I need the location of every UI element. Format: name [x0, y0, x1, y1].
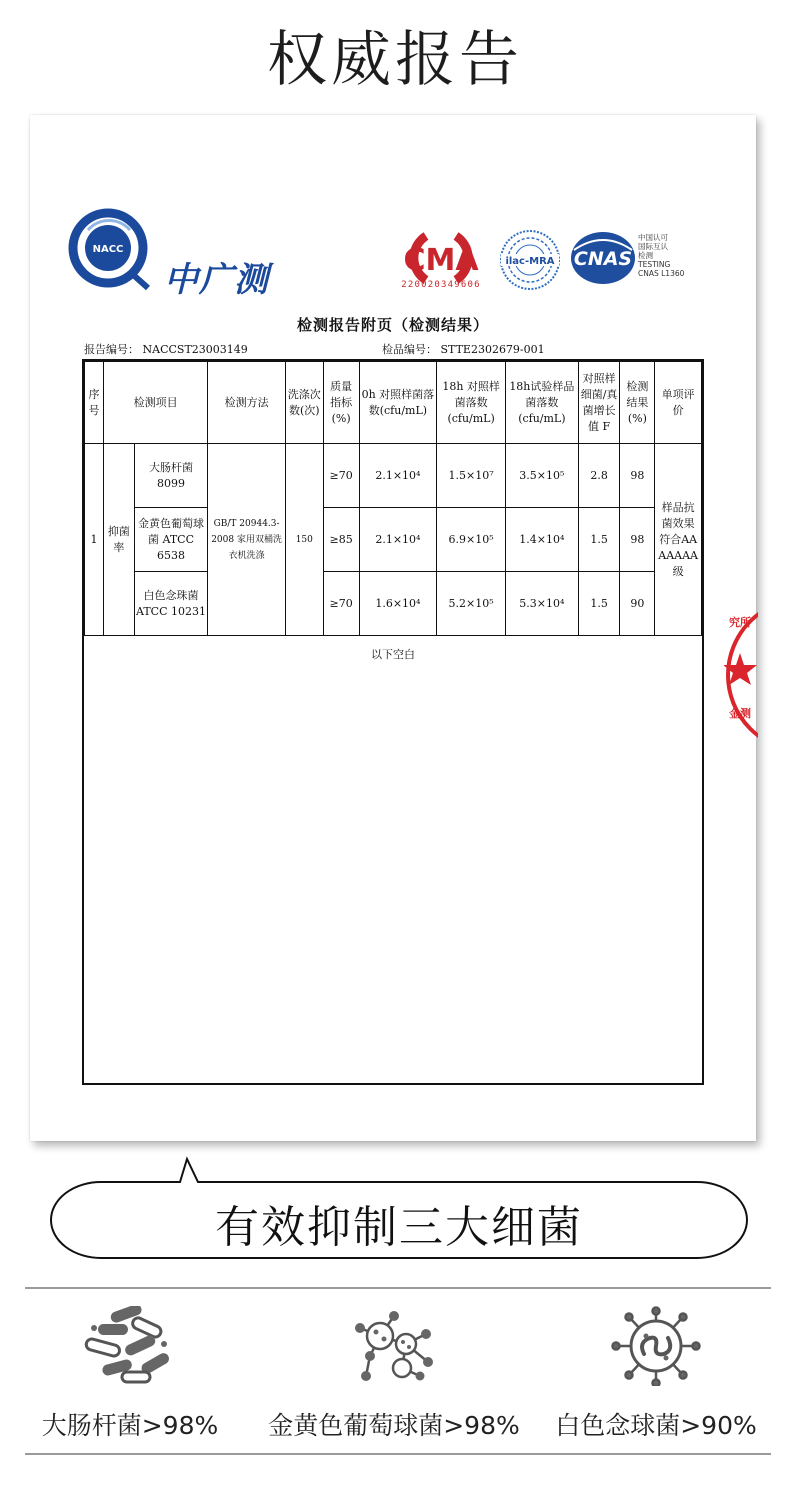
sample-number-value: STTE2302679-001: [440, 343, 545, 356]
table-row: [85, 444, 702, 508]
control-18h-cell: 1.5×10⁷: [437, 444, 506, 508]
table-row: [85, 572, 702, 636]
index-cell: ≥70: [323, 572, 359, 636]
header-18h-test: 18h试验样品菌落数(cfu/mL): [506, 362, 579, 444]
bacteria-cell: 白色念珠菌 ATCC 10231: [134, 572, 208, 636]
oh-cell: 1.6×10⁴: [359, 572, 437, 636]
ilac-mark-text: ilac-MRA: [505, 256, 555, 267]
bacteria-stat-candida: [526, 1306, 786, 1446]
bacteria-stat-ecoli: [0, 1306, 260, 1446]
header-growth: 对照样细菌/真菌增长值 F: [578, 362, 620, 444]
header-wash-times: 洗涤次数(次): [285, 362, 323, 444]
blank-note: 以下空白: [371, 648, 415, 661]
test-18h-cell: 5.3×10⁴: [506, 572, 579, 636]
bacteria-cell: 金黄色葡萄球菌 ATCC 6538: [134, 508, 208, 572]
growth-cell: 2.8: [578, 444, 620, 508]
cnas-caption-line: 检测: [638, 251, 653, 260]
red-seal-stamp-icon: [724, 595, 758, 755]
header-result: 检测结果(%): [620, 362, 655, 444]
cma-mark-text: CMA: [403, 243, 479, 278]
rod-bacteria-icon: [80, 1306, 180, 1386]
header-0h-control: 0h 对照样菌落数(cfu/mL): [359, 362, 437, 444]
table-row: [85, 508, 702, 572]
ilac-mra-logo-icon: [498, 228, 562, 292]
test-18h-cell: 1.4×10⁴: [506, 508, 579, 572]
bacteria-cell: 大肠杆菌 8099: [134, 444, 208, 508]
table-header-row: [85, 362, 702, 444]
test-18h-cell: 3.5×10⁵: [506, 444, 579, 508]
result-cell: 90: [620, 572, 655, 636]
bacteria-stat-label: 大肠杆菌>98%: [41, 1411, 219, 1440]
bacteria-stat-label: 金黄色葡萄球菌>98%: [268, 1411, 520, 1440]
oh-cell: 2.1×10⁴: [359, 508, 437, 572]
nacc-badge-text: NACC: [92, 244, 124, 255]
header-evaluation: 单项评价: [655, 362, 702, 444]
result-cell: 98: [620, 444, 655, 508]
control-18h-cell: 6.9×10⁵: [437, 508, 506, 572]
divider-bottom: [25, 1453, 771, 1455]
header-18h-control: 18h 对照样菌落数(cfu/mL): [437, 362, 506, 444]
callout-bubble: [50, 1156, 748, 1260]
report-number-label: 报告编号：: [84, 343, 139, 356]
logo-name: 中广测: [164, 260, 269, 300]
oh-cell: 2.1×10⁴: [359, 444, 437, 508]
growth-cell: 1.5: [578, 572, 620, 636]
result-cell: 98: [620, 508, 655, 572]
bacteria-stat-staph: [264, 1306, 524, 1446]
sample-number-line: [382, 341, 545, 357]
growth-cell: 1.5: [578, 508, 620, 572]
item-group-cell: 抑菌率: [103, 444, 134, 636]
callout-text: 有效抑制三大细菌: [215, 1202, 583, 1253]
cnas-caption-line: CNAS L1360: [638, 269, 685, 278]
header-quality-index: 质量指标(%): [323, 362, 359, 444]
report-heading: 检测报告附页（检测结果）: [296, 316, 489, 334]
report-number-value: NACCST23003149: [142, 343, 248, 356]
cma-number: 220020349606: [401, 280, 481, 290]
svg-text:金测: 金测: [729, 707, 751, 720]
sample-number-label: 检品编号：: [382, 343, 437, 356]
index-cell: ≥70: [323, 444, 359, 508]
cnas-caption-line: 国际互认: [638, 242, 668, 251]
wash-cell: 150: [285, 444, 323, 636]
svg-text:究所: 究所: [729, 616, 751, 629]
divider-top: [25, 1287, 771, 1289]
cocci-cluster-icon: [344, 1306, 444, 1386]
result-table: [82, 359, 704, 1085]
cnas-caption-line: 中国认可: [638, 233, 668, 242]
report-sheet: [30, 115, 756, 1141]
seq-cell: 1: [85, 444, 104, 636]
cnas-caption: [638, 233, 708, 278]
report-number-line: [84, 341, 248, 357]
cnas-caption-line: TESTING: [638, 260, 671, 269]
index-cell: ≥85: [323, 508, 359, 572]
cnas-mark-text: CNAS: [573, 248, 633, 270]
control-18h-cell: 5.2×10⁵: [437, 572, 506, 636]
cnas-logo-icon: [570, 230, 636, 286]
page-title: 权威报告: [267, 25, 523, 95]
header-item: 检测项目: [103, 362, 207, 444]
bacteria-stat-label: 白色念球菌>90%: [555, 1411, 757, 1440]
method-cell: GB/T 20944.3-2008 家用双桶洗衣机洗涤: [208, 444, 286, 636]
header-seq: 序号: [85, 362, 104, 444]
nacc-logo-icon: [68, 208, 154, 292]
header-method: 检测方法: [208, 362, 286, 444]
evaluation-cell: 样品抗菌效果符合AAAAAAA级: [655, 444, 702, 636]
candida-virus-icon: [606, 1306, 706, 1386]
